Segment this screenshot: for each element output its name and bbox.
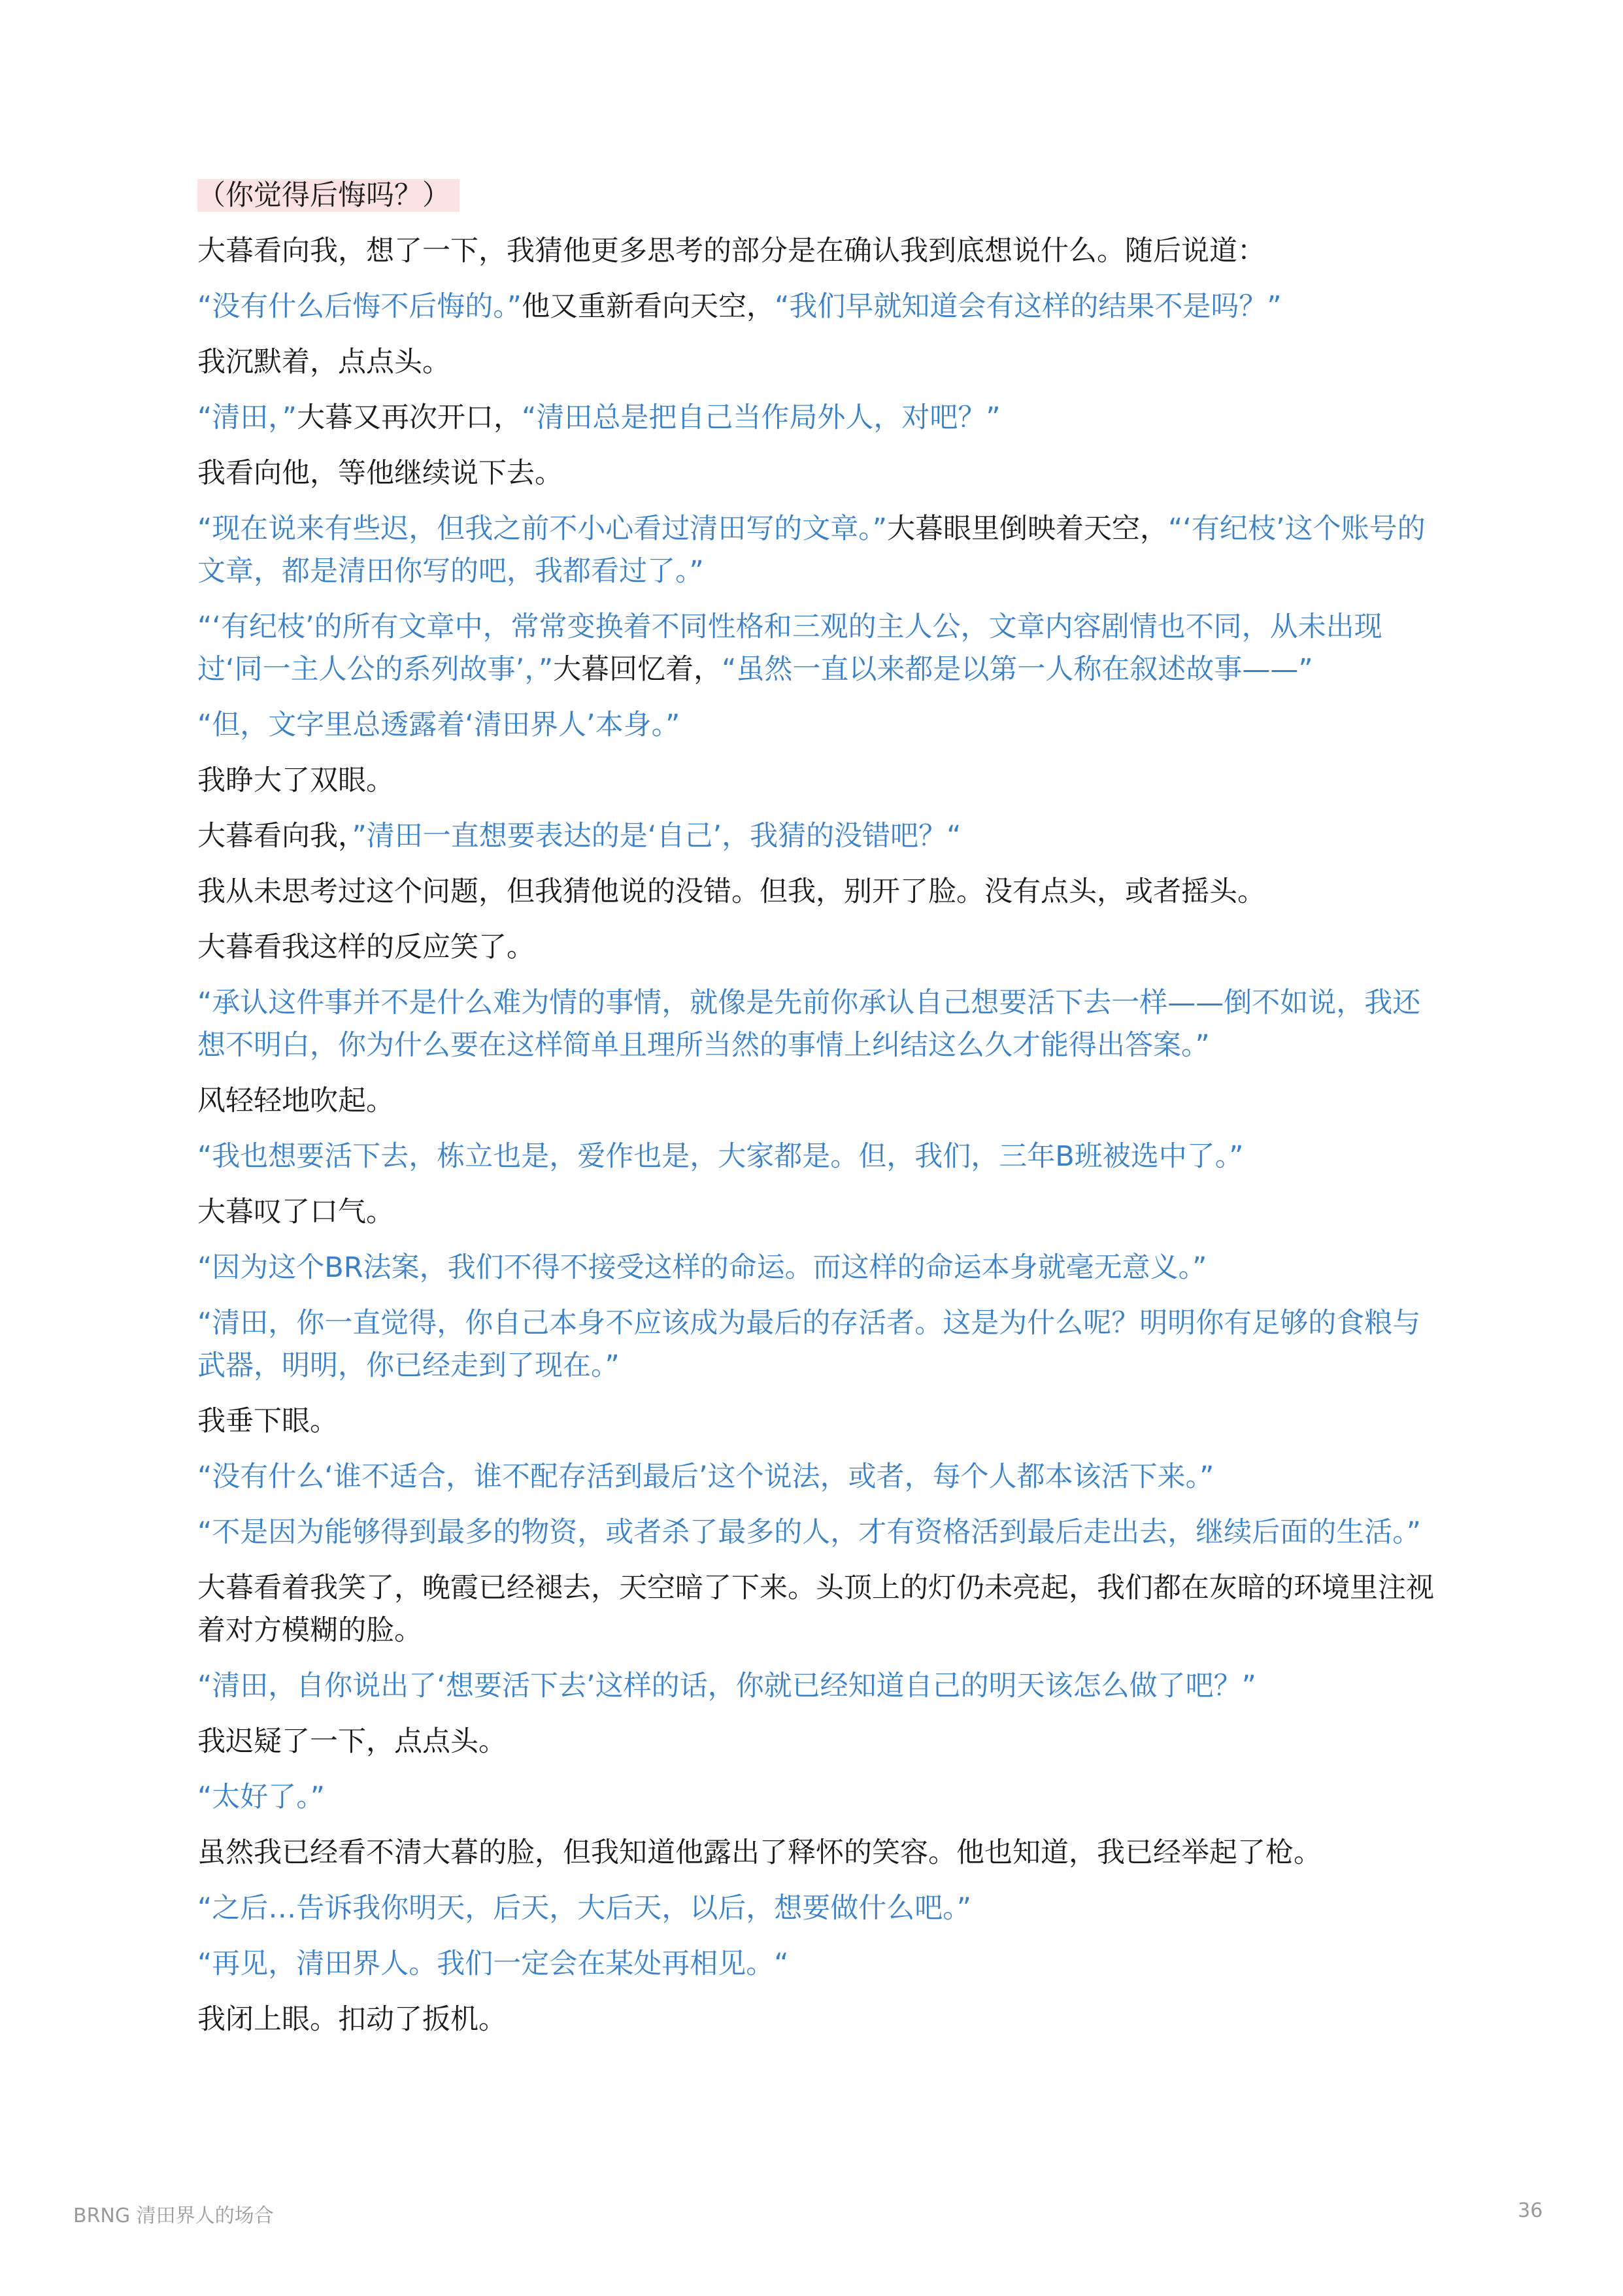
paragraph-line <box>197 1566 1434 1610</box>
narration-text: 我迟疑了一下，点点头。 <box>197 1725 507 1758</box>
paragraph-line <box>197 981 1420 1024</box>
dialogue-text: “现在说来有些迟，但我之前不小心看过清田写的文章。” <box>197 513 888 545</box>
paragraph-line <box>197 507 1426 550</box>
paragraph-line <box>197 1455 1214 1498</box>
paragraph-line <box>197 759 394 802</box>
narration-text: 我睁大了双眼。 <box>197 764 394 797</box>
paragraph-line <box>197 1302 1420 1345</box>
footer-title: BRNG 清田界人的场合 <box>73 2204 274 2227</box>
dialogue-text: “不是因为能够得到最多的物资，或者杀了最多的人，才有资格活到最后走出去，继续后面的生活。” <box>197 1516 1422 1549</box>
dialogue-text: “太好了。” <box>197 1781 326 1814</box>
narration-text: 大暮看我这样的反应笑了。 <box>197 931 535 964</box>
narration-text: 大暮回忆着， <box>553 653 722 686</box>
narration-text: 大暮又再次开口， <box>297 401 522 434</box>
dialogue-text: ”清田一直想要表达的是‘自己’，我猜的没错吧？“ <box>352 820 962 853</box>
dialogue-text: 过‘同一主人公的系列故事’，” <box>197 653 554 686</box>
paragraph-line <box>197 1887 971 1930</box>
paragraph-line <box>197 174 460 217</box>
narration-text: 大暮看向我， <box>197 820 352 853</box>
dialogue-text: 文章，都是清田你写的吧，我都看过了。” <box>197 555 704 588</box>
paragraph-line <box>197 605 1382 649</box>
narration-text: 大暮叹了口气。 <box>197 1196 394 1228</box>
dialogue-text: “‘有纪枝’这个账号的 <box>1168 513 1426 545</box>
paragraph-line <box>197 648 1313 691</box>
paragraph-line <box>197 703 680 747</box>
dialogue-text: “但，文字里总透露着‘清田界人’本身。” <box>197 709 680 741</box>
paragraph-line <box>197 1831 1322 1874</box>
narration-text: 我从未思考过这个问题，但我猜他说的没错。但我，别开了脸。没有点头，或者摇头。 <box>197 875 1265 908</box>
dialogue-text: “我们早就知道会有这样的结果不是吗？” <box>775 290 1282 323</box>
narration-text: 大暮看向我，想了一下，我猜他更多思考的部分是在确认我到底想说什么。随后说道： <box>197 235 1265 267</box>
narration-text: 我闭上眼。扣动了扳机。 <box>197 2003 507 2036</box>
paragraph-line <box>197 815 961 858</box>
paragraph-line <box>197 1079 394 1123</box>
narration-text: 大暮眼里倒映着天空， <box>887 513 1169 545</box>
narration-text: 着对方模糊的脸。 <box>197 1614 422 1647</box>
paragraph-line <box>197 229 1265 273</box>
paragraph-line <box>197 1609 422 1652</box>
paragraph-line <box>197 550 704 593</box>
dialogue-text: “再见，清田界人。我们一定会在某处再相见。“ <box>197 1948 789 1980</box>
dialogue-text: “‘有纪枝’的所有文章中，常常变换着不同性格和三观的主人公，文章内容剧情也不同，从未出现 <box>197 611 1382 643</box>
dialogue-text: “虽然一直以来都是以第一人称在叙述故事——” <box>722 653 1313 686</box>
narration-text: 大暮看着我笑了，晚霞已经褪去，天空暗了下来。头顶上的灯仍未亮起，我们都在灰暗的环境里注视 <box>197 1572 1434 1604</box>
paragraph-line <box>197 1024 1210 1067</box>
paragraph-line <box>197 396 1001 439</box>
paragraph-line <box>197 926 535 969</box>
dialogue-text: “因为这个BR法案，我们不得不接受这样的命运。而这样的命运本身就毫无意义。” <box>197 1251 1207 1284</box>
paragraph-line <box>197 1942 789 1985</box>
dialogue-text: “清田，你一直觉得，你自己本身不应该成为最后的存活者。这是为什么呢？明明你有足够的食粮与 <box>197 1307 1421 1340</box>
dialogue-text: 想不明白，你为什么要在这样简单且理所当然的事情上纠结这么久才能得出答案。” <box>197 1029 1210 1062</box>
narration-text: 他又重新看向天空， <box>522 290 775 323</box>
highlighted-text: （你觉得后悔吗？） <box>197 179 460 212</box>
dialogue-text: “没有什么后悔不后悔的。” <box>197 290 522 323</box>
dialogue-text: “清田总是把自己当作局外人，对吧？” <box>522 401 1001 434</box>
narration-text: 风轻轻地吹起。 <box>197 1085 394 1117</box>
narration-text: 虽然我已经看不清大暮的脸，但我知道他露出了释怀的笑容。他也知道，我已经举起了枪。 <box>197 1836 1322 1869</box>
paragraph-line <box>197 1720 507 1763</box>
paragraph-line <box>197 341 450 384</box>
dialogue-text: “清田，自你说出了‘想要活下去’这样的话，你就已经知道自己的明天该怎么做了吧？” <box>197 1670 1256 1702</box>
paragraph-line <box>197 1998 507 2041</box>
paragraph-line <box>197 1400 338 1443</box>
dialogue-text: “之后…告诉我你明天，后天，大后天，以后，想要做什么吧。” <box>197 1892 972 1925</box>
dialogue-text: “没有什么‘谁不适合，谁不配存活到最后’这个说法，或者，每个人都本该活下来。” <box>197 1460 1214 1493</box>
paragraph-line <box>197 1190 394 1234</box>
dialogue-text: “承认这件事并不是什么难为情的事情，就像是先前你承认自己想要活下去一样——倒不如说，我还 <box>197 987 1421 1019</box>
dialogue-text: 武器，明明，你已经走到了现在。” <box>197 1349 620 1382</box>
narration-text: 我沉默着，点点头。 <box>197 346 450 379</box>
paragraph-line <box>197 870 1265 913</box>
paragraph-line <box>197 1664 1256 1708</box>
paragraph-line <box>197 1135 1244 1178</box>
paragraph-line <box>197 1511 1421 1554</box>
paragraph-line <box>197 1344 620 1387</box>
paragraph-line <box>197 452 563 495</box>
paragraph-line <box>197 1246 1207 1289</box>
paragraph-line <box>197 1776 325 1819</box>
paragraph-line <box>197 285 1282 328</box>
narration-text: 我垂下眼。 <box>197 1405 338 1438</box>
narration-text: 我看向他，等他继续说下去。 <box>197 457 563 490</box>
footer-page-number: 36 <box>1518 2199 1543 2222</box>
dialogue-text: “我也想要活下去，栋立也是，爱作也是，大家都是。但，我们，三年B班被选中了。” <box>197 1140 1244 1173</box>
dialogue-text: “清田，” <box>197 401 297 434</box>
